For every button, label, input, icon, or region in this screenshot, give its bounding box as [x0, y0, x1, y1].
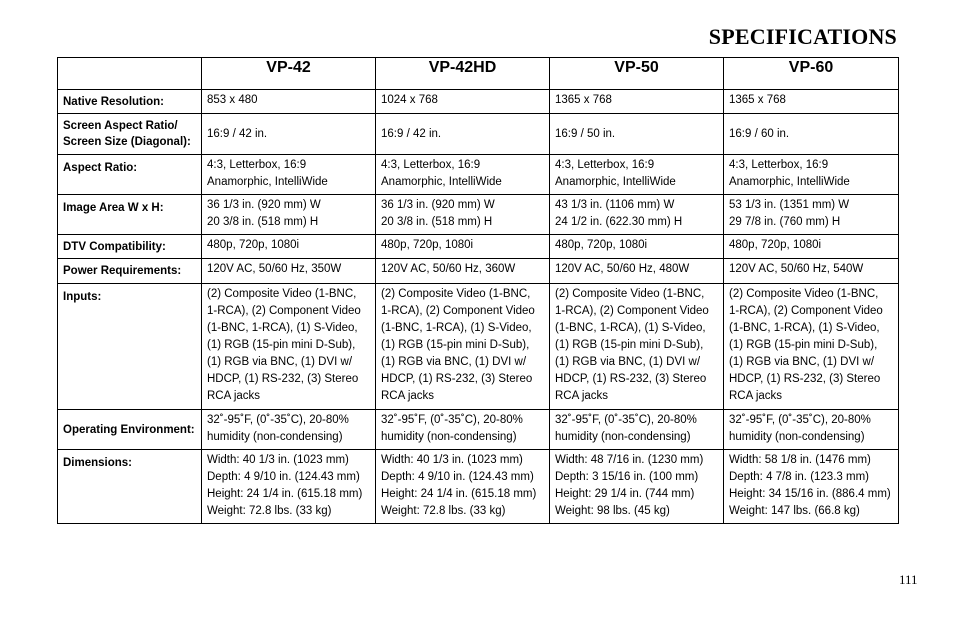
- model-header-vp42: VP-42: [202, 58, 376, 90]
- spec-value: Width: 48 7/16 in. (1230 mm) Depth: 3 15/16 in. (100 mm) Height: 29 1/4 in. (744 mm) Weight: 98 lbs. (45 kg): [550, 450, 724, 524]
- spec-row-native-resolution: [58, 90, 899, 114]
- spec-row-power-requirements: [58, 259, 899, 284]
- spec-value: 4:3, Letterbox, 16:9 Anamorphic, IntelliWide: [724, 155, 899, 195]
- model-header-vp50: VP-50: [550, 58, 724, 90]
- spec-value: 4:3, Letterbox, 16:9 Anamorphic, IntelliWide: [376, 155, 550, 195]
- spec-value: (2) Composite Video (1-BNC, 1-RCA), (2) Component Video (1-BNC, 1-RCA), (1) S-Video, (1) RGB (15-pin mini D-Sub), (1) RGB via BNC, (1) DVI w/ HDCP, (1) RS-232, (3) Stereo RCA jacks: [202, 284, 376, 410]
- row-label: Aspect Ratio:: [58, 155, 202, 195]
- spec-value: (2) Composite Video (1-BNC, 1-RCA), (2) Component Video (1-BNC, 1-RCA), (1) S-Video, (1) RGB (15-pin mini D-Sub), (1) RGB via BNC, (1) DVI w/ HDCP, (1) RS-232, (3) Stereo RCA jacks: [376, 284, 550, 410]
- spec-value: 36 1/3 in. (920 mm) W 20 3/8 in. (518 mm) H: [202, 195, 376, 235]
- spec-value: 4:3, Letterbox, 16:9 Anamorphic, IntelliWide: [202, 155, 376, 195]
- spec-value: 1365 x 768: [550, 90, 724, 114]
- spec-row-screen-size: [58, 114, 899, 155]
- spec-value: 120V AC, 50/60 Hz, 360W: [376, 259, 550, 284]
- specifications-table: [57, 57, 899, 524]
- spec-row-image-area: [58, 195, 899, 235]
- row-label: DTV Compatibility:: [58, 235, 202, 259]
- spec-value: 32˚-95˚F, (0˚-35˚C), 20-80% humidity (non-condensing): [376, 410, 550, 450]
- spec-value: 4:3, Letterbox, 16:9 Anamorphic, IntelliWide: [550, 155, 724, 195]
- spec-value: 1024 x 768: [376, 90, 550, 114]
- spec-value: (2) Composite Video (1-BNC, 1-RCA), (2) Component Video (1-BNC, 1-RCA), (1) S-Video, (1) RGB (15-pin mini D-Sub), (1) RGB via BNC, (1) DVI w/ HDCP, (1) RS-232, (3) Stereo RCA jacks: [724, 284, 899, 410]
- spec-value: Width: 40 1/3 in. (1023 mm) Depth: 4 9/10 in. (124.43 mm) Height: 24 1/4 in. (615.18 mm) Weight: 72.8 lbs. (33 kg): [376, 450, 550, 524]
- spec-value: Width: 40 1/3 in. (1023 mm) Depth: 4 9/10 in. (124.43 mm) Height: 24 1/4 in. (615.18 mm) Weight: 72.8 lbs. (33 kg): [202, 450, 376, 524]
- spec-value: 120V AC, 50/60 Hz, 350W: [202, 259, 376, 284]
- spec-value: 1365 x 768: [724, 90, 899, 114]
- spec-value: 36 1/3 in. (920 mm) W 20 3/8 in. (518 mm) H: [376, 195, 550, 235]
- spec-value: 120V AC, 50/60 Hz, 540W: [724, 259, 899, 284]
- header-blank-cell: [58, 58, 202, 90]
- spec-value: 53 1/3 in. (1351 mm) W 29 7/8 in. (760 mm) H: [724, 195, 899, 235]
- spec-row-aspect-ratio: [58, 155, 899, 195]
- spec-value: (2) Composite Video (1-BNC, 1-RCA), (2) Component Video (1-BNC, 1-RCA), (1) S-Video, (1) RGB (15-pin mini D-Sub), (1) RGB via BNC, (1) DVI w/ HDCP, (1) RS-232, (3) Stereo RCA jacks: [550, 284, 724, 410]
- spec-value: 16:9 / 42 in.: [376, 114, 550, 155]
- spec-value: 16:9 / 42 in.: [202, 114, 376, 155]
- spec-value: 16:9 / 50 in.: [550, 114, 724, 155]
- spec-value: 32˚-95˚F, (0˚-35˚C), 20-80% humidity (non-condensing): [724, 410, 899, 450]
- spec-value: 43 1/3 in. (1106 mm) W 24 1/2 in. (622.30 mm) H: [550, 195, 724, 235]
- spec-row-dimensions: [58, 450, 899, 524]
- spec-value: 480p, 720p, 1080i: [202, 235, 376, 259]
- spec-value: 16:9 / 60 in.: [724, 114, 899, 155]
- row-label: Screen Aspect Ratio/ Screen Size (Diagonal):: [58, 114, 202, 155]
- page-title: SPECIFICATIONS: [708, 24, 897, 49]
- model-header-vp42hd: VP-42HD: [376, 58, 550, 90]
- spec-value: 32˚-95˚F, (0˚-35˚C), 20-80% humidity (non-condensing): [202, 410, 376, 450]
- row-label: Inputs:: [58, 284, 202, 410]
- spec-value: 480p, 720p, 1080i: [376, 235, 550, 259]
- row-label: Operating Environment:: [58, 410, 202, 450]
- spec-value: 120V AC, 50/60 Hz, 480W: [550, 259, 724, 284]
- spec-value: 480p, 720p, 1080i: [550, 235, 724, 259]
- spec-value: Width: 58 1/8 in. (1476 mm) Depth: 4 7/8 in. (123.3 mm) Height: 34 15/16 in. (886.4 mm) Weight: 147 lbs. (66.8 kg): [724, 450, 899, 524]
- spec-row-operating-environment: [58, 410, 899, 450]
- spec-value: 32˚-95˚F, (0˚-35˚C), 20-80% humidity (non-condensing): [550, 410, 724, 450]
- spec-row-inputs: [58, 284, 899, 410]
- row-label: Dimensions:: [58, 450, 202, 524]
- spec-value: 853 x 480: [202, 90, 376, 114]
- row-label: Image Area W x H:: [58, 195, 202, 235]
- spec-row-dtv-compatibility: [58, 235, 899, 259]
- model-header-vp60: VP-60: [724, 58, 899, 90]
- spec-value: 480p, 720p, 1080i: [724, 235, 899, 259]
- header-row: [58, 58, 899, 90]
- row-label: Power Requirements:: [58, 259, 202, 284]
- row-label: Native Resolution:: [58, 90, 202, 114]
- page-number: 111: [899, 572, 918, 587]
